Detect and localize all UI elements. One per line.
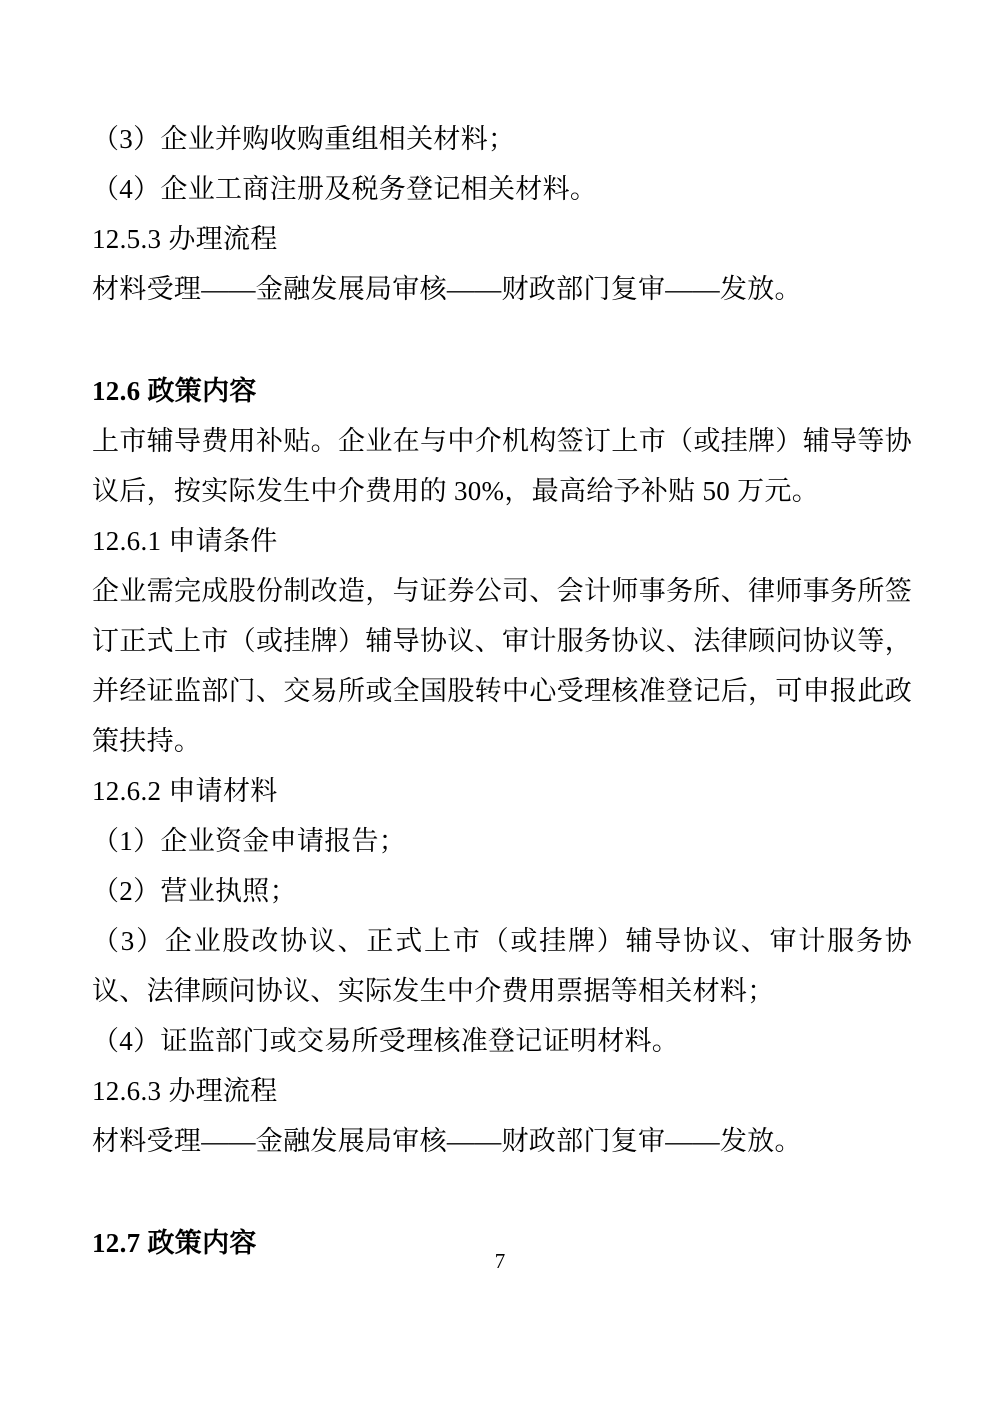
paragraph: （4）证监部门或交易所受理核准登记证明材料。 bbox=[92, 1026, 680, 1056]
paragraph: （4）企业工商注册及税务登记相关材料。 bbox=[92, 174, 598, 204]
paragraph: （3）企业股改协议、正式上市（或挂牌）辅导协议、审计服务协议、法律顾问协议、实际发生中介费用票据等相关材料； bbox=[92, 926, 912, 1006]
paragraph: 12.6.3 办理流程 bbox=[92, 1076, 278, 1106]
paragraph: 材料受理——金融发展局审核——财政部门复审——发放。 bbox=[92, 274, 802, 304]
paragraph: 12.5.3 办理流程 bbox=[92, 224, 278, 254]
paragraph-spacer bbox=[92, 314, 912, 366]
paragraph: 12.6.1 申请条件 bbox=[92, 526, 278, 556]
section-heading: 12.7 政策内容 bbox=[92, 1228, 257, 1258]
paragraph: 材料受理——金融发展局审核——财政部门复审——发放。 bbox=[92, 1126, 802, 1156]
section-heading: 12.6 政策内容 bbox=[92, 376, 257, 406]
page-number: 7 bbox=[494, 1249, 506, 1273]
paragraph: （1）企业资金申请报告； bbox=[92, 826, 407, 856]
paragraph: （3）企业并购收购重组相关材料； bbox=[92, 124, 516, 154]
paragraph: 上市辅导费用补贴。企业在与中介机构签订上市（或挂牌）辅导等协议后，按实际发生中介费用的 30%，最高给予补贴 50 万元。 bbox=[92, 426, 912, 506]
paragraph-spacer bbox=[92, 1166, 912, 1218]
document-body bbox=[92, 114, 912, 1268]
paragraph: （2）营业执照； bbox=[92, 876, 297, 906]
paragraph: 12.6.2 申请材料 bbox=[92, 776, 278, 806]
paragraph: 企业需完成股份制改造，与证券公司、会计师事务所、律师事务所签订正式上市（或挂牌）辅导协议、审计服务协议、法律顾问协议等，并经证监部门、交易所或全国股转中心受理核准登记后，可申报此政策扶持。 bbox=[92, 576, 912, 756]
